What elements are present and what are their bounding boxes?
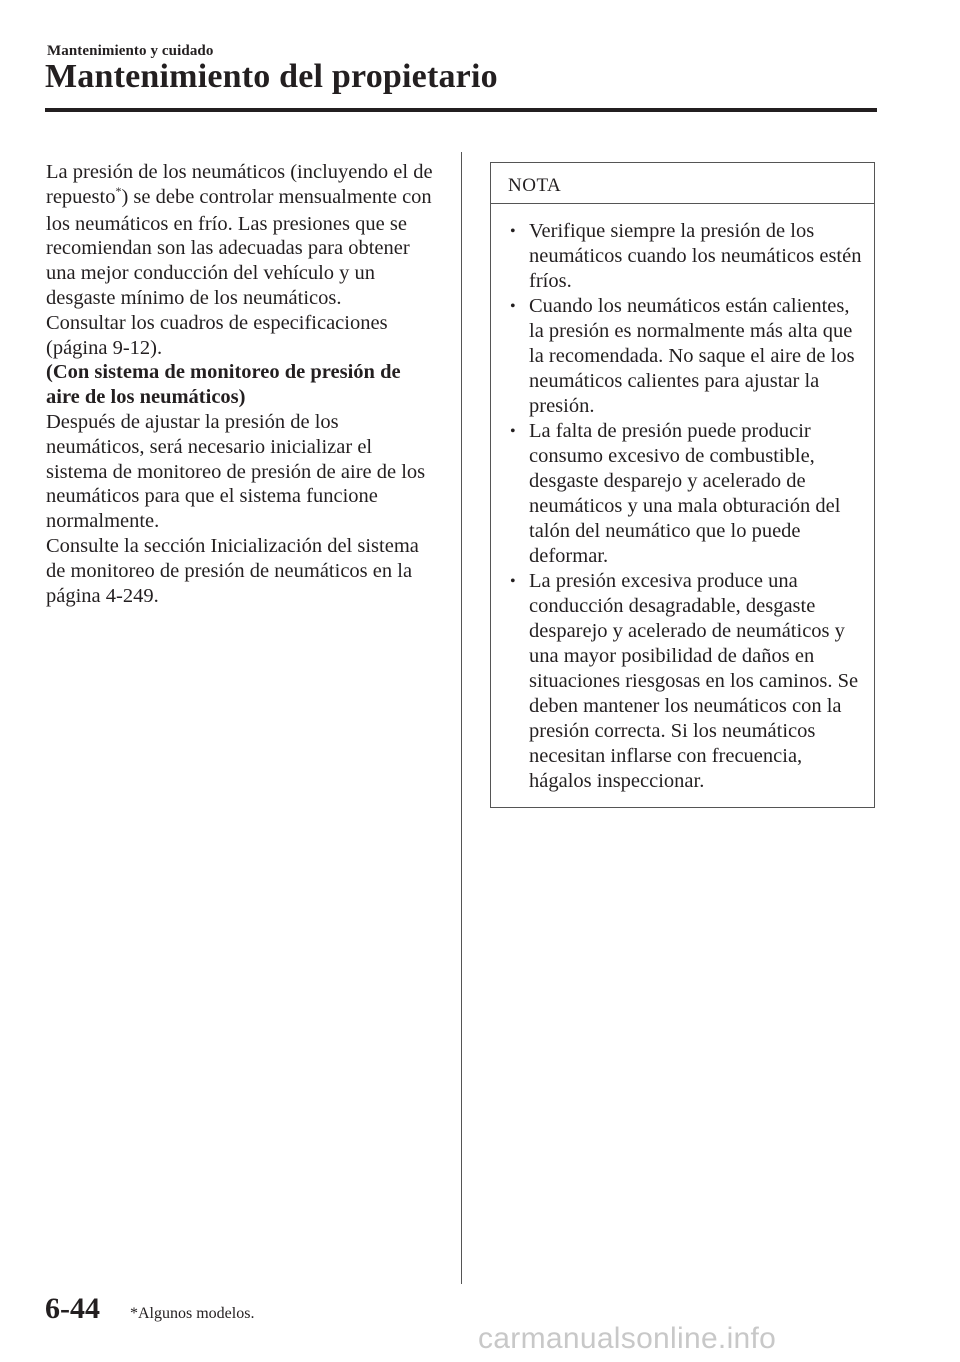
footnote: *Algunos modelos. [130,1305,255,1322]
note-item-text: Cuando los neumáticos están calientes, la presión es normalmente más alta que la recomendada. No saque el aire de los neumáticos calientes para ajustar la presión. [529,295,855,417]
note-item-text: Verifique siempre la presión de los neumáticos cuando los neumáticos estén fríos. [529,220,862,292]
paragraph-text: ) se debe controlar mensualmente con los neumáticos en frío. Las presiones que se recomiendan son las adecuadas para obtener una mejor conducción del vehículo y un desgaste mínimo de los neumáticos. [46,185,432,309]
paragraph-specifications-reference: Consultar los cuadros de especificaciones (página 9-12). [46,311,388,359]
bullet-icon: • [510,223,516,240]
note-item [505,569,863,794]
note-box [490,162,875,808]
note-item-text: La presión excesiva produce una conducción desagradable, desgaste desparejo y acelerado de neumáticos y una mayor posibilidad de daños en situaciones riesgosas en los caminos. Se deben mantener los neumáticos con la presión correcta. Si los neumáticos necesitan inflarse con frecuencia, hágalos inspeccionar. [529,570,859,792]
paragraph-text: La presión de los neumáticos (incluyendo el de repuesto [46,161,433,208]
footnote-marker: * [115,183,122,198]
paragraph-tire-pressure [46,160,438,311]
paragraph-tpms-initialize: Después de ajustar la presión de los neumáticos, será necesario inicializar el sistema de monitoreo de presión de aire de los neumáticos para que el sistema funcione normalmente. [46,410,426,533]
title-rule [45,108,877,112]
note-item-text: La falta de presión puede producir consumo excesivo de combustible, desgaste desparejo y acelerado de neumáticos y una mala obturación del talón del neumático que lo puede deformar. [529,420,841,567]
left-column [46,160,438,608]
subheading-tpms: (Con sistema de monitoreo de presión de aire de los neumáticos) [46,361,401,409]
bullet-icon: • [510,423,516,440]
note-item [505,294,863,419]
column-divider [461,152,462,1284]
paragraph-initialization-reference: Consulte la sección Inicialización del sistema de monitoreo de presión de neumáticos en la página 4-249. [46,534,419,607]
note-heading: NOTA [508,175,562,196]
note-divider [491,203,874,204]
watermark: carmanualsonline.info [478,1322,777,1355]
section-label: Mantenimiento y cuidado [47,43,214,59]
bullet-icon: • [510,573,516,590]
note-list [505,219,863,794]
note-item [505,219,863,294]
page-title: Mantenimiento del propietario [45,58,498,95]
bullet-icon: • [510,298,516,315]
page-number: 6-44 [45,1292,100,1325]
note-item [505,419,863,569]
